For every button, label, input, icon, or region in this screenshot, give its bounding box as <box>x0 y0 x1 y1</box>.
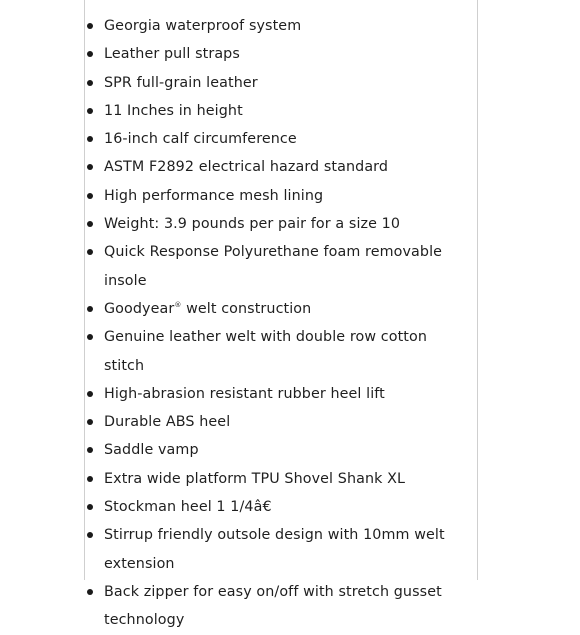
bullet-icon <box>87 193 93 199</box>
bullet-icon <box>87 51 93 57</box>
list-item <box>85 493 455 521</box>
feature-text: High-abrasion resistant rubber heel lift <box>104 385 385 402</box>
list-item <box>85 238 455 295</box>
feature-text: 11 Inches in height <box>104 102 243 119</box>
list-item <box>85 210 455 238</box>
feature-text: Georgia waterproof system <box>104 18 302 34</box>
feature-text: Stockman heel 1 1/4â€ <box>104 499 272 516</box>
feature-text: Quick Response Polyurethane foam removable insole <box>104 244 443 289</box>
list-item <box>85 295 455 323</box>
list-item <box>85 408 455 436</box>
feature-text: SPR full-grain leather <box>104 74 258 91</box>
bullet-icon <box>87 419 93 425</box>
list-item <box>85 97 455 125</box>
feature-text: Genuine leather welt with double row cotton stitch <box>104 329 428 374</box>
list-item <box>85 125 455 153</box>
list-item <box>85 465 455 493</box>
list-item <box>85 12 455 40</box>
feature-text: Durable ABS heel <box>104 414 231 431</box>
list-item <box>85 40 455 68</box>
bullet-icon <box>87 80 93 86</box>
bullet-icon <box>87 221 93 227</box>
feature-text: ASTM F2892 electrical hazard standard <box>104 159 389 176</box>
bullet-icon <box>87 391 93 397</box>
bullet-icon <box>87 136 93 142</box>
bullet-icon <box>87 589 93 595</box>
feature-text: Leather pull straps <box>104 46 240 63</box>
list-item <box>85 380 455 408</box>
feature-text: Saddle vamp <box>104 442 199 459</box>
bullet-icon <box>87 164 93 170</box>
list-item <box>85 153 455 181</box>
feature-text: High performance mesh lining <box>104 187 324 204</box>
feature-text: Goodyear <box>104 300 175 317</box>
bullet-icon <box>87 306 93 312</box>
product-features-panel <box>84 0 478 629</box>
list-item <box>85 182 455 210</box>
list-item <box>85 436 455 464</box>
bullet-icon <box>87 249 93 255</box>
feature-text: Extra wide platform TPU Shovel Shank XL <box>104 470 406 487</box>
feature-text: Weight: 3.9 pounds per pair for a size 10 <box>104 216 401 233</box>
bullet-icon <box>87 23 93 29</box>
feature-text: Back zipper for easy on/off with stretch gusset technology <box>104 583 442 629</box>
bullet-icon <box>87 532 93 538</box>
list-item <box>85 323 455 380</box>
bullet-icon <box>87 476 93 482</box>
list-item <box>85 578 455 635</box>
list-item <box>85 521 455 578</box>
feature-text: 16-inch calf circumference <box>104 131 297 148</box>
feature-list <box>85 12 455 635</box>
bullet-icon <box>87 447 93 453</box>
feature-text-rest: welt construction <box>181 300 312 317</box>
bullet-icon <box>87 504 93 510</box>
bullet-icon <box>87 108 93 114</box>
registered-mark: ® <box>174 301 182 310</box>
feature-text: Stirrup friendly outsole design with 10mm welt extension <box>104 527 445 572</box>
bullet-icon <box>87 334 93 340</box>
list-item <box>85 69 455 97</box>
